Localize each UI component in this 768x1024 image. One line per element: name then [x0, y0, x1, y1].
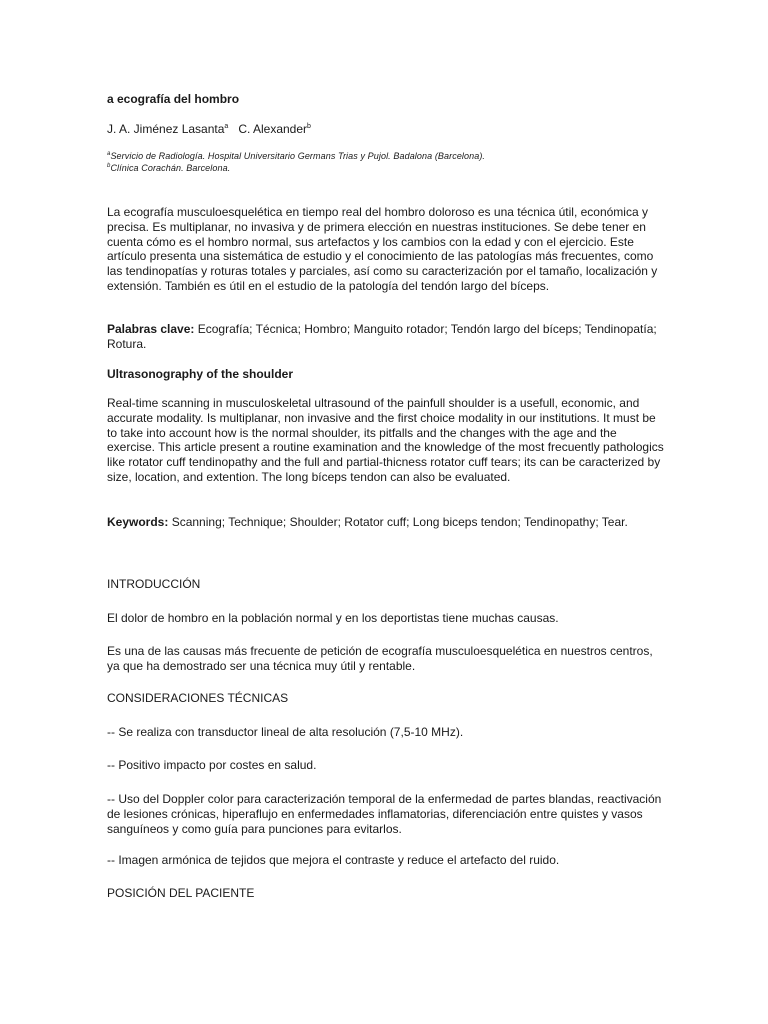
- list-item: -- Imagen armónica de tejidos que mejora el contraste y reduce el artefacto del ruido.: [107, 853, 560, 867]
- affiliation: [107, 163, 230, 173]
- article-title: a ecografía del hombro: [107, 92, 240, 106]
- body-paragraph: Es una de las causas más frecuente de petición de ecografía musculoesquelética en nuestros centros, ya que ha demostrado ser una técnica muy útil y rentable.: [107, 644, 653, 673]
- keywords-label: Keywords:: [107, 515, 169, 529]
- author-affiliation-mark: b: [307, 123, 311, 130]
- author-affiliation-mark: a: [224, 123, 229, 130]
- section-heading-introduction: INTRODUCCIÓN: [107, 577, 201, 591]
- affiliation-mark: a: [107, 151, 111, 157]
- keywords-spanish: [107, 322, 667, 352]
- abstract-spanish: La ecografía musculoesquelética en tiempo real del hombro doloroso es una técnica útil, económica y precisa. Es multiplanar, no invasiva y de primera elección en nuestras instituciones. Se debe tener en cuenta cómo es el hombro normal, sus artefactos y los cambios con la edad y con el ejercicio. Este artículo presenta una sistemática de estudio y el conocimiento de las patologías más frecuentes, como las tendinopatías y roturas totales y parciales, así como su caracterización por el tamaño, localización y extensión. También es útil en el estudio de la patología del tendón largo del bíceps.: [107, 205, 658, 293]
- keywords-list: Ecografía; Técnica; Hombro; Manguito rotador; Tendón largo del bíceps; Tendinopatía; Rotura.: [107, 322, 657, 351]
- section-heading-patient-position: POSICIÓN DEL PACIENTE: [107, 886, 255, 900]
- author-line: [107, 122, 311, 136]
- list-item: -- Positivo impacto por costes en salud.: [107, 758, 317, 772]
- keywords-label: Palabras clave:: [107, 322, 195, 336]
- author-name: C. Alexander: [238, 122, 308, 136]
- english-title: Ultrasonography of the shoulder: [107, 367, 294, 381]
- list-item: -- Se realiza con transductor lineal de alta resolución (7,5-10 MHz).: [107, 725, 464, 739]
- section-heading-technical: CONSIDERACIONES TÉCNICAS: [107, 691, 289, 705]
- keywords-list: Scanning; Technique; Shoulder; Rotator cuff; Long biceps tendon; Tendinopathy; Tear.: [171, 515, 628, 529]
- affiliation-mark: b: [107, 163, 111, 169]
- keywords-english: [107, 515, 667, 530]
- author-name: J. A. Jiménez Lasanta: [107, 122, 225, 136]
- affiliation: [107, 151, 485, 161]
- affiliation-text: Clínica Corachán. Barcelona.: [110, 163, 231, 173]
- abstract-english: Real-time scanning in musculoskeletal ultrasound of the painfull shoulder is a usefull, economic, and accurate modality. Is multiplanar, non invasive and the first choice modality in our institutions. It must be to take into account how is the normal shoulder, its pitfalls and the changes with the age and the exercise. This article present a routine examination and the knowledge of the most frecuently pathologics like rotator cuff tendinopathy and the full and partial-thicness rotator cuff tears; its can be caracterized by size, location, and extention. The long bíceps tendon can also be evaluated.: [107, 396, 664, 484]
- affiliation-text: Servicio de Radiología. Hospital Universitario Germans Trias y Pujol. Badalona (Barcelona).: [110, 151, 486, 161]
- list-item: -- Uso del Doppler color para caracterización temporal de la enfermedad de partes blandas, reactivación de lesiones crónicas, hiperaflujo en enfermedades inflamatorias, diferenciación entre quistes y vasos sanguíneos y como guía para punciones para evitarlos.: [107, 792, 662, 836]
- body-paragraph: El dolor de hombro en la población normal y en los deportistas tiene muchas causas.: [107, 611, 559, 625]
